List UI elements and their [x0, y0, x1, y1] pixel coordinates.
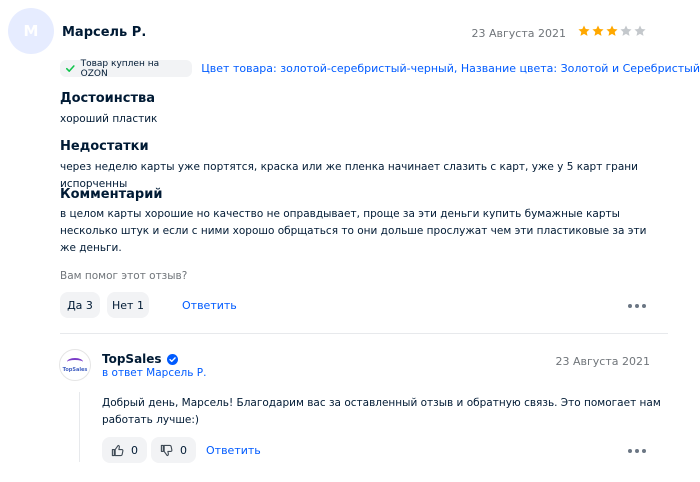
purchase-badge-label: Товар куплен на OZON [80, 58, 160, 79]
in-reply-to-link[interactable]: в ответ Марсель Р. [102, 367, 207, 379]
check-icon [65, 63, 76, 74]
seller-logo-swoosh [67, 358, 83, 366]
star-filled-icon [591, 24, 605, 38]
purchase-badge [60, 60, 192, 77]
section-text-cons: через неделю карты уже портятся, краска или же пленка начинает слазить с карт, уже у 5 карт грани испорченны [60, 161, 638, 190]
section-text-comment: в целом карты хорошие но качество не оправдывает, проще за эти деньги купить бумажные карты несколько штук и если с ними хорошо обрщаться то они дольше прослужат чем эти пластиковые за эти же деньги. [60, 208, 647, 254]
helpful-no-button[interactable] [107, 292, 149, 318]
dislike-count: 0 [180, 443, 187, 457]
rating-stars [577, 24, 647, 38]
section-title-pros: Достоинства [60, 91, 156, 106]
star-filled-icon [577, 24, 591, 38]
like-button[interactable] [102, 437, 147, 463]
reply-link[interactable]: Ответить [182, 299, 237, 312]
section-title-cons: Недостатки [60, 139, 149, 154]
verified-icon [167, 354, 178, 365]
star-empty-icon [633, 24, 647, 38]
helpful-no-label: Нет 1 [112, 298, 144, 312]
star-empty-icon [619, 24, 633, 38]
divider [60, 333, 668, 334]
helpful-yes-button[interactable] [60, 292, 100, 318]
product-variant-link[interactable]: Цвет товара: золотой-серебристый-черный, Название цвета: Золотой и Серебристый [201, 62, 700, 75]
helpful-yes-label: Да 3 [67, 298, 93, 312]
seller-more-icon[interactable] [628, 449, 646, 453]
seller-reply-text: Добрый день, Марсель! Благодарим вас за оставленный отзыв и обратную связь. Это помогает нам работать лучше:) [102, 397, 661, 426]
like-count: 0 [131, 443, 138, 457]
seller-logo [59, 349, 91, 381]
avatar [8, 8, 54, 54]
reply-thread-line [79, 392, 80, 462]
thumb-down-icon [160, 444, 173, 457]
thumb-up-icon [111, 444, 124, 457]
star-filled-icon [605, 24, 619, 38]
avatar-letter: М [23, 22, 39, 40]
seller-name-label: TopSales [102, 352, 162, 366]
seller-logo-text: TopSales [62, 366, 88, 373]
seller-reply-link[interactable]: Ответить [206, 444, 261, 457]
dislike-button[interactable] [151, 437, 196, 463]
helpful-question: Вам помог этот отзыв? [60, 270, 188, 282]
seller-name[interactable] [102, 352, 178, 366]
section-text-pros: хороший пластик [60, 113, 158, 125]
more-icon[interactable] [628, 304, 646, 308]
seller-reply-date: 23 Августа 2021 [555, 355, 650, 368]
purchase-row [60, 60, 700, 77]
review-date: 23 Августа 2021 [471, 27, 566, 40]
review-author: Марсель Р. [62, 25, 147, 40]
section-title-comment: Комментарий [60, 187, 163, 202]
